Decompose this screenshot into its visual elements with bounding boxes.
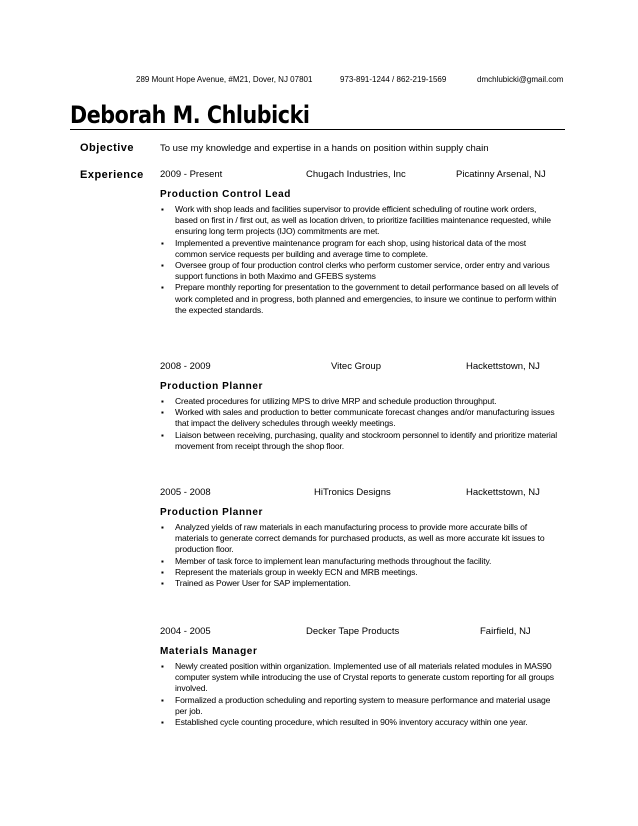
job-location: Picatinny Arsenal, NJ [456, 169, 546, 180]
contact-email: dmchlubicki@gmail.com [477, 75, 564, 84]
job-dates: 2005 - 2008 [160, 487, 211, 498]
job-entry [160, 361, 560, 452]
job-header [160, 626, 560, 640]
job-title: Production Planner [160, 507, 264, 518]
bullet-item: ▪ Implemented a preventive maintenance program for each shop, using historical data of the most common service requests per building and average time to complete. [160, 238, 560, 260]
bullet-item: ▪ Prepare monthly reporting for presentation to the government to detail performance based on all levels of work completed and in progress, both planned and emergencies, to insure we continue to perform within the expected standards. [160, 282, 560, 316]
job-dates: 2009 - Present [160, 169, 223, 180]
bullet-item: ▪ Created procedures for utilizing MPS to drive MRP and schedule production throughput. [160, 396, 560, 407]
bullet-item: ▪ Represent the materials group in weekly ECN and MRB meetings. [160, 567, 560, 578]
job-header [160, 361, 560, 375]
job-company: Chugach Industries, Inc [306, 169, 406, 180]
bullet-item: ▪ Trained as Power User for SAP implementation. [160, 578, 560, 589]
header-rule [70, 129, 565, 130]
job-entry [160, 487, 560, 589]
job-header [160, 169, 560, 183]
job-bullets [160, 204, 560, 316]
job-company: HiTronics Designs [314, 487, 391, 498]
objective-label: Objective [80, 142, 135, 154]
bullet-item: ▪ Worked with sales and production to better communicate forecast changes and/or manufacturing issues that impact the delivery schedules through weekly meetings. [160, 407, 560, 429]
candidate-name: Deborah M. Chlubicki [70, 101, 310, 129]
bullet-item: ▪ Analyzed yields of raw materials in each manufacturing process to provide more accurate bills of materials to generate correct demands for purchased products, as well as more accurate kit issues to production floor. [160, 522, 560, 556]
job-bullets [160, 661, 560, 728]
bullet-item: ▪ Formalized a production scheduling and reporting system to measure performance and material usage per job. [160, 695, 560, 717]
experience-label: Experience [80, 169, 144, 181]
job-location: Fairfield, NJ [480, 626, 531, 637]
job-location: Hackettstown, NJ [466, 361, 540, 372]
job-company: Decker Tape Products [306, 626, 400, 637]
objective-text: To use my knowledge and expertise in a hands on position within supply chain [160, 143, 489, 154]
bullet-item: ▪ Oversee group of four production control clerks who perform customer service, order entry and various support functions in both Maximo and GFEBS systems [160, 260, 560, 282]
job-bullets [160, 522, 560, 589]
contact-address: 289 Mount Hope Avenue, #M21, Dover, NJ 07801 [136, 75, 313, 84]
bullet-item: ▪ Newly created position within organization. Implemented use of all materials related modules in MAS90 computer system while introducing the use of Crystal reports to generate custom reporting for all groups involved. [160, 661, 560, 695]
job-location: Hackettstown, NJ [466, 487, 540, 498]
bullet-item: ▪ Member of task force to implement lean manufacturing methods throughout the facility. [160, 556, 560, 567]
job-dates: 2004 - 2005 [160, 626, 211, 637]
job-dates: 2008 - 2009 [160, 361, 211, 372]
job-header [160, 487, 560, 501]
job-title: Production Planner [160, 381, 264, 392]
job-company: Vitec Group [331, 361, 381, 372]
job-bullets [160, 396, 560, 452]
job-entry [160, 626, 560, 728]
bullet-item: ▪ Work with shop leads and facilities supervisor to provide efficient scheduling of routine work orders, based on first in / first out, as well as location driven, to prioritize facilities maintenance requested, while ensuring long term projects (IJO) commitments are met. [160, 204, 560, 238]
bullet-item: ▪ Established cycle counting procedure, which resulted in 90% inventory accuracy within one year. [160, 717, 560, 728]
job-title: Production Control Lead [160, 189, 292, 200]
bullet-item: ▪ Liaison between receiving, purchasing, quality and stockroom personnel to identify and prioritize material movement from receipt through the shop floor. [160, 430, 560, 452]
job-title: Materials Manager [160, 646, 258, 657]
contact-phones: 973-891-1244 / 862-219-1569 [340, 75, 447, 84]
job-entry [160, 169, 560, 316]
